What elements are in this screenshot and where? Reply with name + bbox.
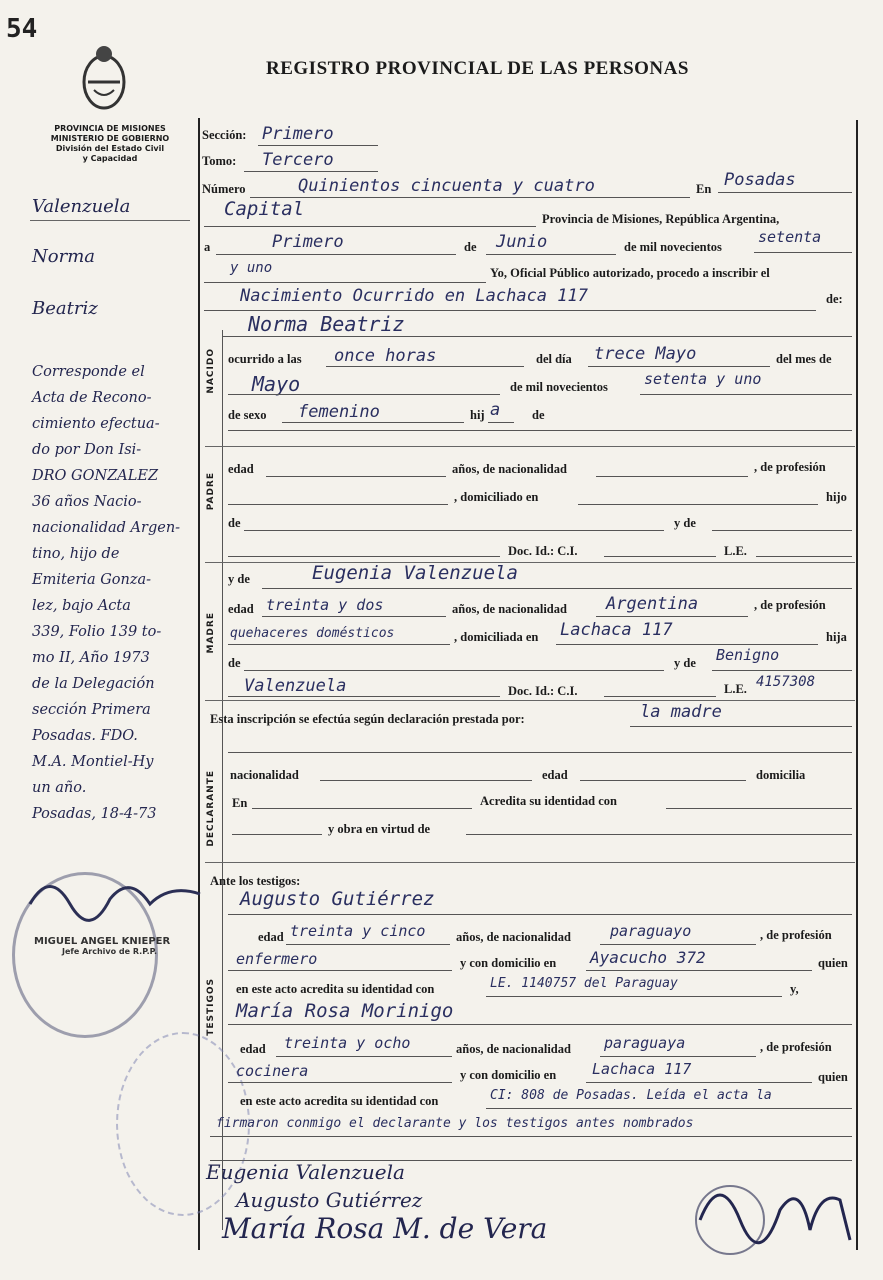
section-label-padre: PADRE [206,472,216,511]
margin-note: Acta de Recono- [32,390,152,406]
value-t1-prof: enfermero [236,950,318,968]
label-padre-hijo: hijo [826,490,847,504]
value-madre-le: 4157308 [756,674,816,690]
value-madre-dom: Lachaca 117 [560,620,673,640]
label-ante-testigos: Ante los testigos: [210,874,301,888]
value-madre-nombre: Eugenia Valenzuela [312,562,518,584]
label-del-mes: del mes de [776,352,832,366]
margin-note: M.A. Montiel-Hy [32,754,154,770]
value-t1-nac: paraguayo [610,922,692,940]
value-mes-nac: Mayo [252,372,301,396]
margin-note: de la Delegación [32,676,155,692]
right-border [856,120,858,1250]
label-t2-acredita: en este acto acredita su identidad con [240,1094,439,1108]
label-de-mil: de mil novecientos [624,240,722,254]
label-decl-domicilia: domicilia [756,768,806,782]
value-madre-padre: Benigno [716,646,780,664]
value-t1-id: LE. 1140757 del Paraguay [490,976,678,991]
label-padre-de: de [228,516,241,530]
label-t1-quien: quien [818,956,848,970]
label-decl-obra: y obra en virtud de [328,822,431,836]
label-del-dia: del día [536,352,572,366]
label-de: de [464,240,477,254]
signature-madre: Eugenia Valenzuela [206,1160,405,1184]
label-hij: hij [470,408,485,422]
label-provincia: Provincia de Misiones, República Argentina, [542,212,780,226]
value-dia-nac: trece Mayo [594,344,697,364]
label-decl-nac: nacionalidad [230,768,299,782]
label-padre-nac: años, de nacionalidad [452,462,567,476]
signature-testigo2: María Rosa M. de Vera [222,1212,548,1245]
label-tomo: Tomo: [202,154,237,168]
label-padre-dom: , domiciliado en [454,490,539,504]
label-padre-le: L.E. [724,544,747,558]
label-t2-nac: años, de nacionalidad [456,1042,571,1056]
margin-note: Corresponde el [32,364,145,380]
value-nombre: Norma Beatriz [248,312,405,336]
margin-note: tino, hijo de [32,546,120,562]
margin-note: 339, Folio 139 to- [32,624,162,640]
official-signature-icon [690,1160,860,1260]
label-de-mil-nov: de mil novecientos [510,380,608,394]
label-ocurrido: ocurrido a las [228,352,302,366]
margin-note: Valenzuela [32,196,131,217]
value-inscribir: Nacimiento Ocurrido en Lachaca 117 [240,286,588,306]
value-t2-nac: paraguaya [604,1034,686,1052]
label-numero: Número [202,182,246,196]
label-madre-y-de2: y de [674,656,696,670]
label-padre-prof: , de profesión [754,460,826,474]
value-anio: setenta [758,228,822,246]
margin-note: un año. [32,780,87,796]
label-de-hij: de [532,408,545,422]
label-madre-edad: edad [228,602,254,616]
value-t1-edad: treinta y cinco [290,922,426,940]
document-title: REGISTRO PROVINCIAL DE LAS PERSONAS [266,58,689,79]
label-decl-en: En [232,796,248,810]
section-label-nacido: NACIDO [206,348,216,394]
value-dia: Primero [272,232,344,252]
value-numero: Quinientos cincuenta y cuatro [298,176,595,196]
margin-note: 36 años Nacio- [32,494,142,510]
value-t2-prof: cocinera [236,1062,309,1080]
margin-note: Norma [32,246,95,267]
margin-note: sección Primera [32,702,151,718]
section-label-declarante: DECLARANTE [206,770,216,847]
margin-note: do por Don Isi- [32,442,142,458]
margin-notes [32,196,200,832]
label-t1-edad: edad [258,930,284,944]
margin-note: lez, bajo Acta [32,598,131,614]
section-label-testigos: TESTIGOS [206,978,216,1036]
value-capital: Capital [224,198,305,220]
margin-note: mo II, Año 1973 [32,650,150,666]
label-t1-dom: y con domicilio en [460,956,557,970]
label-t1-nac: años, de nacionalidad [456,930,571,944]
label-yo-oficial: Yo, Oficial Público autorizado, procedo a inscribir el [490,266,770,280]
label-padre-doc: Doc. Id.: C.I. [508,544,578,558]
value-t2-edad: treinta y ocho [284,1034,411,1052]
margin-note: Beatriz [32,298,98,319]
stamp-text: MIGUEL ANGEL KNIEPER Jefe Archivo de R.P.P. [34,936,171,956]
value-madre-prof: quehaceres domésticos [230,626,395,641]
label-seccion: Sección: [202,128,247,142]
label-inscripcion: Esta inscripción se efectúa según declaración prestada por: [210,712,525,726]
value-t2-dom: Lachaca 117 [592,1060,692,1078]
value-cierre: firmaron conmigo el declarante y los testigos antes nombrados [216,1116,694,1131]
label-en: En [696,182,712,196]
label-de-colon: de: [826,292,843,306]
stamp-signature-icon [20,864,210,934]
value-madre-nac: Argentina [606,594,699,614]
value-t1-dom: Ayacucho 372 [590,948,706,967]
value-testigo1: Augusto Gutiérrez [240,888,435,910]
value-anio-nac: setenta y uno [644,370,762,388]
label-madre-hija: hija [826,630,847,644]
section-label-madre: MADRE [206,612,216,654]
margin-note: Emiteria Gonza- [32,572,152,588]
label-sexo: de sexo [228,408,267,422]
coat-of-arms-icon [80,42,128,112]
value-testigo2: María Rosa Morinigo [236,1000,454,1022]
label-decl-edad: edad [542,768,568,782]
label-madre-prof: , de profesión [754,598,826,612]
value-mes: Junio [496,232,548,252]
label-t1-y: y, [790,982,799,996]
signature-testigo1: Augusto Gutiérrez [236,1188,423,1212]
label-t1-acredita: en este acto acredita su identidad con [236,982,435,996]
label-t2-edad: edad [240,1042,266,1056]
value-hij: a [490,400,501,420]
page-number: 54 [6,14,38,44]
margin-note: Posadas, 18-4-73 [32,806,157,822]
label-decl-acredita: Acredita su identidad con [480,794,617,808]
label-madre-doc: Doc. Id.: C.I. [508,684,578,698]
label-padre-y-de: y de [674,516,696,530]
label-madre-dom: , domiciliada en [454,630,539,644]
label-t2-quien: quien [818,1070,848,1084]
value-sexo: femenino [298,402,380,422]
label-madre-nac: años, de nacionalidad [452,602,567,616]
label-t2-dom: y con domicilio en [460,1068,557,1082]
value-declarante: la madre [640,702,722,722]
label-t2-prof: , de profesión [760,1040,832,1054]
margin-note: Posadas. FDO. [32,728,138,744]
margin-note: DRO GONZALEZ [32,468,159,484]
label-padre-edad: edad [228,462,254,476]
value-anio2: y uno [230,260,273,276]
value-t2-id: CI: 808 de Posadas. Leída el acta la [490,1088,772,1103]
value-en: Posadas [724,170,796,190]
label-madre-y-de: y de [228,572,250,586]
margin-note: cimiento efectua- [32,416,160,432]
label-madre-le: L.E. [724,682,747,696]
label-a: a [204,240,211,254]
office-block: PROVINCIA DE MISIONES MINISTERIO DE GOBIERNO División del Estado Civil y Capacidad [50,124,170,163]
value-madre-apellido: Valenzuela [244,676,347,696]
value-madre-edad: treinta y dos [266,596,384,614]
value-horas: once horas [334,346,437,366]
margin-note: nacionalidad Argen- [32,520,181,536]
label-t1-prof: , de profesión [760,928,832,942]
value-seccion: Primero [262,124,334,144]
value-tomo: Tercero [262,150,334,170]
label-madre-de: de [228,656,241,670]
